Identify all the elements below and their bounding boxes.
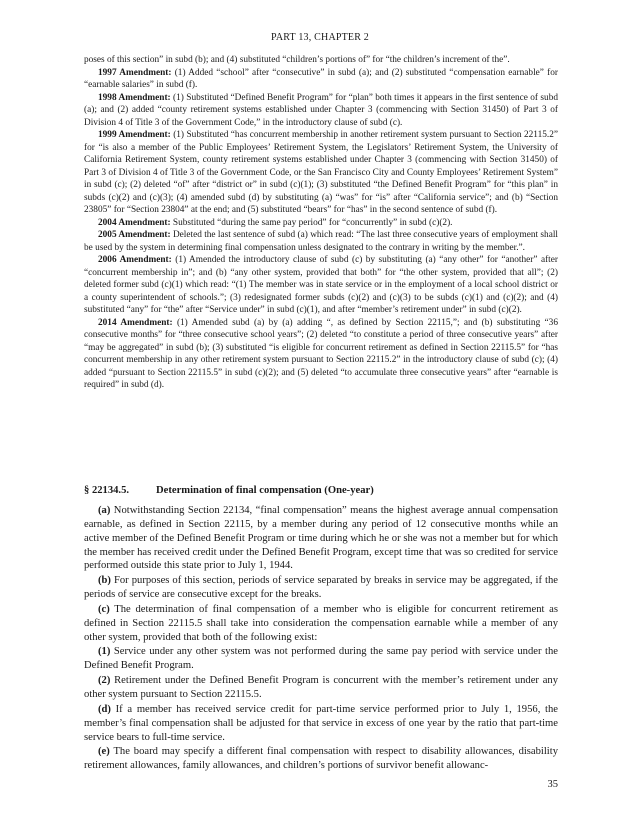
amendment-text: Substituted “during the same pay period” for “concurrently” in subd (c)(2). xyxy=(170,217,453,228)
subdivision-text: Notwithstanding Section 22134, “final compensation” means the highest average annual compensation earnable, as defined in Section 22115, by a member during any period of 12 consecutive months while an active member of the Defined Benefit Program or time during which he or she was not a member but for which the member has received credit under the Defined Benefit Program, except time that was so credited for service performed outside this state prior to July 1, 1944. xyxy=(84,505,558,572)
subdivision-label: (c) xyxy=(98,603,110,615)
amendment-label: 2005 Amendment: xyxy=(98,230,171,240)
amendment-notes xyxy=(84,54,558,392)
amendment-note xyxy=(84,229,558,254)
section-body xyxy=(84,504,558,774)
amendment-label: 1998 Amendment: xyxy=(98,92,171,103)
page-number: 35 xyxy=(547,779,558,790)
subdivision-text: Retirement under the Defined Benefit Program is concurrent with the member’s retirement under any other system pursuant to Section 22115.5. xyxy=(84,675,558,700)
subdivision xyxy=(84,574,558,602)
subdivision-label: (e) xyxy=(98,746,110,758)
section-heading xyxy=(84,485,558,496)
subdivision xyxy=(84,645,558,673)
running-head: PART 13, CHAPTER 2 xyxy=(270,32,370,43)
subdivision xyxy=(84,745,558,773)
subdivision xyxy=(84,603,558,645)
subdivision-text: The determination of final compensation of a member who is eligible for concurrent retirement as defined in Section 22115.5 shall take into consideration the compensation earnable while a member of any other system, provided that both of the following exist: xyxy=(84,603,558,643)
subdivision-label: (b) xyxy=(98,575,111,587)
amendment-note xyxy=(84,317,558,392)
subdivision-text: For purposes of this section, periods of service separated by breaks in service may be aggregated, if the periods of service are consecutive except for the breaks. xyxy=(84,575,558,601)
subdivision-text: If a member has received service credit for part-time service performed prior to July 1, 1956, the member’s final compensation shall be adjusted for that service in excess of one year by the ratio that part-time service bears to full-time service. xyxy=(84,703,558,743)
amendment-label: 2014 Amendment: xyxy=(98,317,173,328)
subdivision-label: (a) xyxy=(98,505,111,516)
amendment-label: 2004 Amendment: xyxy=(98,217,171,228)
notes-continuation: poses of this section” in subd (b); and (4) substituted “children’s portions of” for “the children’s increment of the”. xyxy=(84,55,510,65)
subdivision-label: (d) xyxy=(98,703,111,715)
amendment-text: Deleted the last sentence of subd (a) which read: “The last three consecutive years of employment shall be used by the system in determining final compensation unless designated to the contrary in writing by the member.”. xyxy=(84,230,558,253)
amendment-note xyxy=(84,92,558,130)
subdivision-label: (1) xyxy=(98,646,111,658)
amendment-text: (1) Substituted “Defined Benefit Program” for “plan” both times it appears in the first sentence of subd (a); and (2) added “county retirement systems established under Chapter 3 (commencing with Section 31450) of Part 3 of Division 4 of Title 3 of the Government Code,” in the introductory clause of subd (c). xyxy=(84,92,558,128)
amendment-text: (1) Added “school” after “consecutive” in subd (a); and (2) substituted “compensation earnable” for “earnable salaries” in subd (f). xyxy=(84,67,558,90)
amendment-label: 1997 Amendment: xyxy=(98,67,172,78)
amendment-label: 2006 Amendment: xyxy=(98,255,172,265)
subdivision xyxy=(84,674,558,702)
amendment-note xyxy=(84,129,558,217)
subdivision-text: The board may specify a different final compensation with respect to disability allowances, disability retirement allowances, family allowances, and children’s portions of survivor benefit allowanc- xyxy=(84,746,558,772)
subdivision xyxy=(84,504,558,573)
subdivision-text: Service under any other system was not performed during the same pay period with service under the Defined Benefit Program. xyxy=(84,646,558,672)
amendment-note xyxy=(84,67,558,92)
subdivision xyxy=(84,703,558,745)
amendment-text: (1) Amended the introductory clause of subd (c) by substituting (a) “any other” for “another” after “concurrent membership in”; and (b) “any other system, provided that both” for “the other system, provided that all”; (2) deleted former subd (c)(1) which read: “(1) The member was in state service or in the employment of a local school district or a county superintendent of schools.”; (3) redesignated former subds (c)(2) and (c)(3) to be subds (c)(1) and (c)(2); and (4) substituted “any” for “the” after “Service under” in subd (c)(1), and after “member’s retirement under” in subd (c)(2). xyxy=(84,255,558,315)
section-number: § 22134.5. xyxy=(84,485,130,496)
amendment-note xyxy=(84,254,558,317)
subdivision-label: (2) xyxy=(98,675,111,687)
section-title: Determination of final compensation (One-year) xyxy=(156,485,374,496)
amendment-label: 1999 Amendment: xyxy=(98,130,171,140)
amendment-note xyxy=(84,217,558,230)
amendment-text: (1) Amended subd (a) by (a) adding “, as defined by Section 22115,”; and (b) substituting “36 consecutive months” for “three consecutive school years”; (2) deleted “to constitute a period of three consecutive years” after “may be aggregated” in subd (b); (3) substituted “is eligible for concurrent retirement as defined in Section 22115.5” for “has concurrent membership in any other retirement system pursuant to Section 22115.2” in the introductory clause of subd (c); (4) added “pursuant to Section 22115.5” in subd (c)(2); and (5) deleted “to accumulate three consecutive years” after “earnable is required” in subd (d). xyxy=(84,317,558,390)
amendment-text: (1) Substituted “has concurrent membership in another retirement system pursuant to Section 22115.2” for “is also a member of the Public Employees’ Retirement System, the Legislators’ Retirement System, the University of California Retirement System, county retirement systems established under Chapter 3 (commencing with Section 31450) of Part 3 of Division 4 of Title 3 of the Government Code, or the San Francisco City and County Employees’ Retirement System” in subd (c); (2) deleted “of” after “district or” in subd (c)(1); (3) substituted “the Defined Benefit Program” for “this plan” in subds (c)(2) and (c)(3); (4) amended subd (d) by substituting (a) “was” for “is” after “California service”; and (b) “Section 23805” for “Section 23804” at the end; and (5) substituted “bears” for “has” in the second sentence of subd (f). xyxy=(84,130,558,215)
